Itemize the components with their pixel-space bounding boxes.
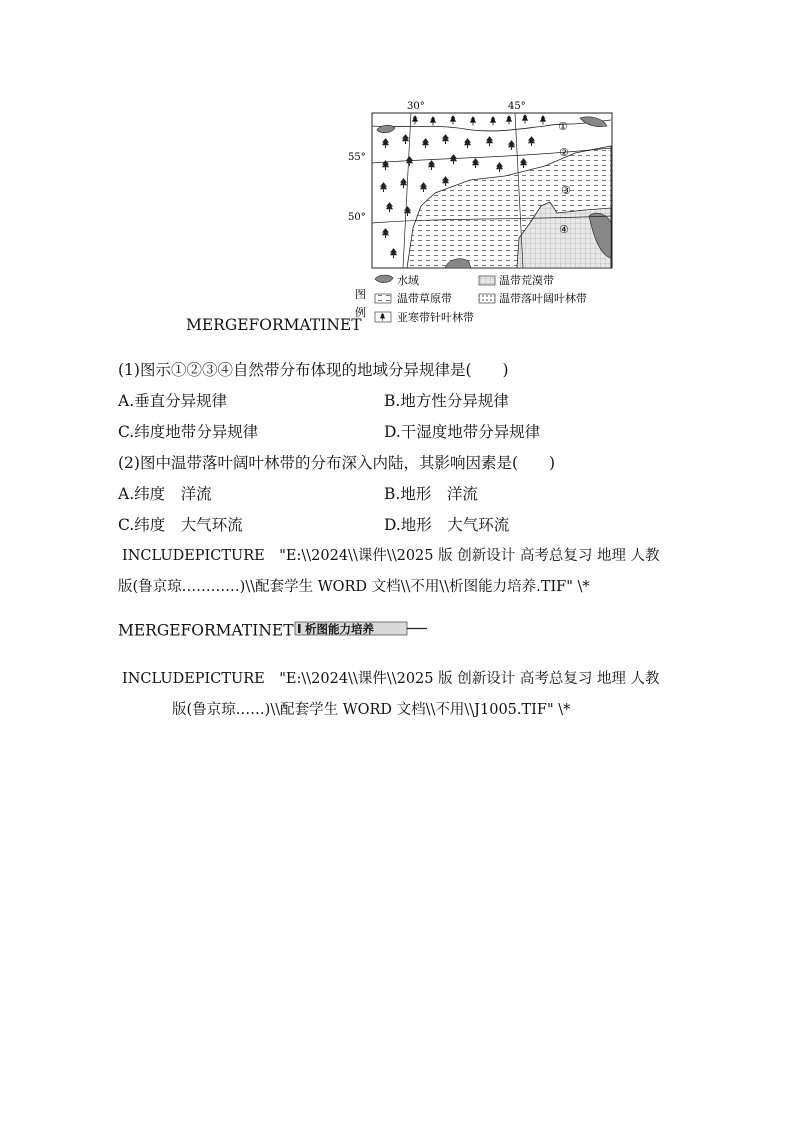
q1-option-d: D.干湿度地带分异规律 [384, 423, 541, 441]
legend-title [355, 288, 366, 301]
q1-option-c: C.纬度地带分异规律 [118, 423, 259, 441]
natural-zone-map-figure [345, 98, 615, 330]
legend-label-desert: 温带荒漠带 [499, 274, 554, 287]
zone-label-1: ① [558, 120, 568, 133]
legend-title-char-1: 图 [355, 288, 366, 301]
legend-label-water: 水域 [397, 274, 419, 287]
map-legend [355, 273, 587, 324]
legend-title-char-2: 例 [355, 306, 366, 319]
lat-label-55: 55° [348, 152, 366, 163]
field-code-mergeformat-1: MERGEFORMATINET [186, 316, 362, 334]
includepicture-2-line-2: 版(鲁京琼……)\\配套学生 WORD 文档\\不用\\J1005.TIF" \* [172, 702, 571, 718]
banner-graphic [294, 620, 428, 643]
q2-option-c: C.纬度 大气环流 [118, 516, 243, 534]
q1-stem: (1)图示①②③④自然带分布体现的地域分异规律是( ) [118, 361, 509, 379]
grassland-swatch [375, 294, 391, 303]
field-code-mergeformat-2: MERGEFORMATINET [118, 621, 294, 640]
q2-option-d: D.地形 大气环流 [384, 516, 510, 534]
includepicture-1-line-1: INCLUDEPICTURE "E:\\2024\\课件\\2025 版 创新设计 高考总复习 地理 人教 [122, 548, 660, 564]
merge-banner-row [118, 620, 428, 643]
q2-option-a: A.纬度 洋流 [118, 485, 212, 503]
deciduous-forest-swatch [479, 294, 495, 303]
includepicture-1-line-2: 版(鲁京琼…………)\\配套学生 WORD 文档\\不用\\析图能力培养.TIF" \* [118, 579, 590, 595]
q2-option-b: B.地形 洋流 [384, 485, 478, 503]
water-swatch [375, 275, 393, 283]
q2-stem: (2)图中温带落叶阔叶林带的分布深入内陆，其影响因素是( ) [118, 454, 556, 472]
legend-label-grassland: 温带草原带 [397, 292, 452, 305]
zone-label-4: ④ [559, 223, 569, 236]
natural-zone-map [345, 98, 615, 330]
desert-swatch [479, 276, 495, 285]
q1-option-a: A.垂直分异规律 [118, 392, 228, 410]
zone-label-3: ③ [561, 184, 571, 197]
banner-text: 析图能力培养 [304, 622, 374, 636]
banner-frame [294, 620, 428, 638]
legend-label-deciduous: 温带落叶阔叶林带 [499, 292, 587, 305]
lon-label-30: 30° [407, 101, 425, 112]
lat-label-50: 50° [348, 212, 366, 223]
lon-label-45: 45° [508, 101, 526, 112]
legend-label-conifer: 亚寒带针叶林带 [397, 311, 474, 324]
includepicture-2-line-1: INCLUDEPICTURE "E:\\2024\\课件\\2025 版 创新设计 高考总复习 地理 人教 [122, 671, 660, 687]
zone-label-2: ② [559, 146, 569, 159]
q1-option-b: B.地方性分异规律 [384, 392, 509, 410]
